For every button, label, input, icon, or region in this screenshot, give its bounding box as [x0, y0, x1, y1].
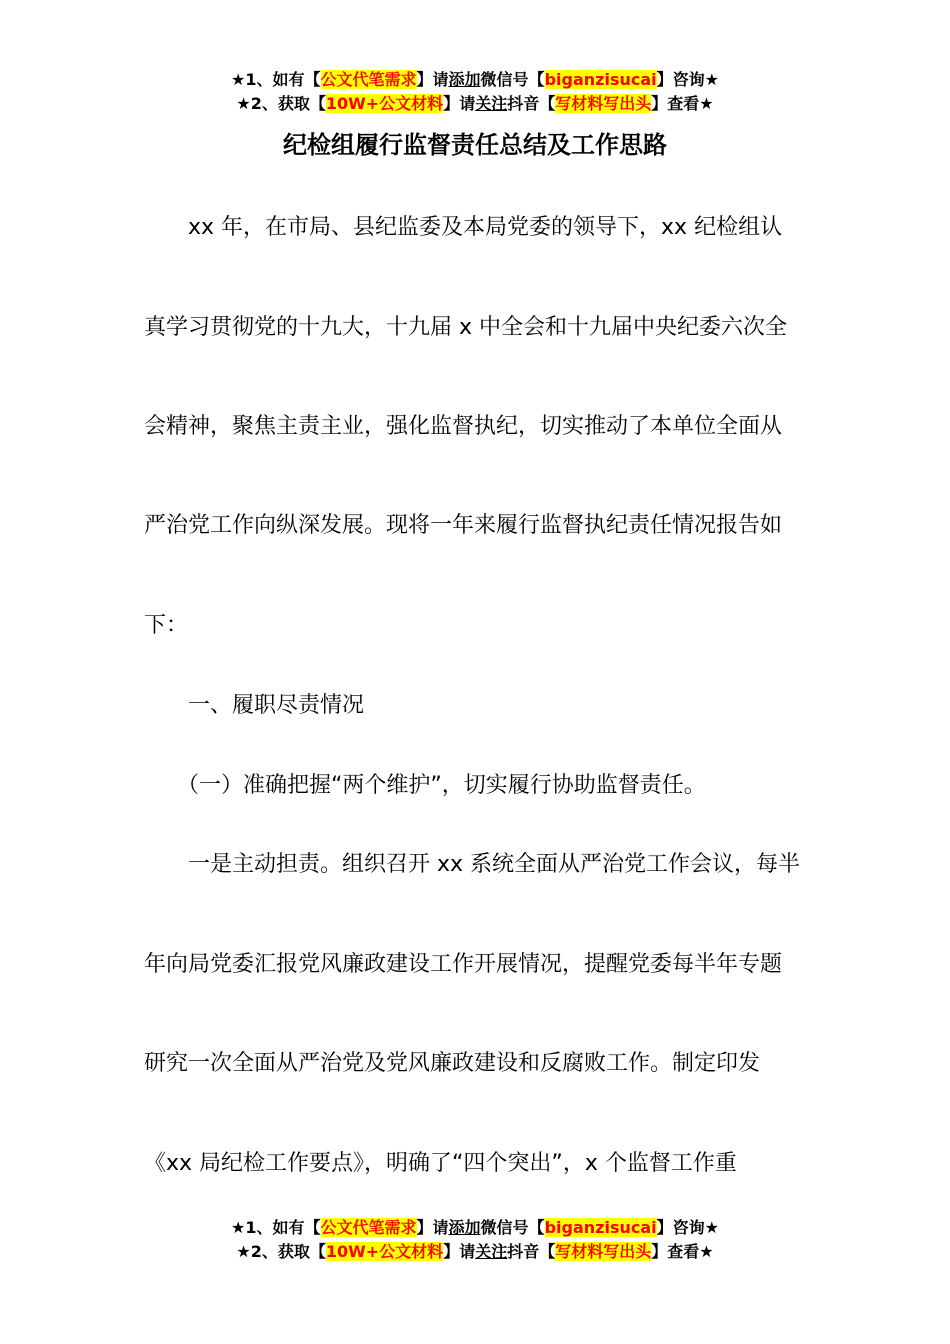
body-line: 严治党工作向纵深发展。现将一年来履行监督执纪责任情况报告如 [144, 513, 783, 538]
header-banner [0, 68, 950, 116]
banner-highlight: 写材料写出头 [555, 94, 652, 113]
banner-text: 抖音【 [507, 94, 556, 113]
footer-banner [0, 1216, 950, 1264]
banner-highlight: 公文代笔需求 [320, 1218, 417, 1237]
document-title: 纪检组履行监督责任总结及工作思路 [283, 131, 667, 159]
body-line: 会精神，聚焦主责主业，强化监督执纪，切实推动了本单位全面从 [144, 414, 783, 439]
banner-text: ★2、获取【 [236, 94, 326, 113]
banner-underlined-text: 添加 [448, 1218, 481, 1237]
body-line: 一是主动担责。组织召开 xx 系统全面从严治党工作会议，每半 [144, 852, 801, 877]
banner-highlight: 写材料写出头 [555, 1242, 652, 1261]
banner-underlined-text: 关注 [475, 94, 508, 113]
body-line: xx 年，在市局、县纪监委及本局党委的领导下，xx 纪检组认 [144, 215, 783, 240]
banner-highlight: biganzisucai [544, 1218, 657, 1237]
banner-text: ★1、如有【 [231, 70, 321, 89]
banner-text: 】请 [443, 1242, 476, 1261]
banner-highlight: 10W+公文材料 [325, 1242, 444, 1261]
banner-text: 抖音【 [507, 1242, 556, 1261]
banner-text: 微信号【 [480, 1218, 545, 1237]
banner-highlight: biganzisucai [544, 70, 657, 89]
subsection-heading: （一）准确把握“两个维护”，切实履行协助监督责任。 [144, 773, 706, 798]
banner-text: ★1、如有【 [231, 1218, 321, 1237]
banner-text: 】查看★ [651, 94, 714, 113]
banner-text: 】咨询★ [656, 1218, 719, 1237]
section-heading: 一、履职尽责情况 [144, 693, 365, 718]
banner-text: 】请 [416, 70, 449, 89]
banner-highlight: 10W+公文材料 [325, 94, 444, 113]
banner-text: ★2、获取【 [236, 1242, 326, 1261]
banner-text: 】请 [443, 94, 476, 113]
banner-highlight: 公文代笔需求 [320, 70, 417, 89]
body-line: 《xx 局纪检工作要点》，明确了“四个突出”，x 个监督工作重 [144, 1151, 737, 1176]
banner-text: 微信号【 [480, 70, 545, 89]
banner-text: 】请 [416, 1218, 449, 1237]
banner-line-1 [0, 68, 950, 92]
body-line: 真学习贯彻党的十九大，十九届 x 中全会和十九届中央纪委六次全 [144, 315, 788, 340]
banner-underlined-text: 关注 [475, 1242, 508, 1261]
body-line: 下： [144, 613, 189, 638]
banner-text: 】查看★ [651, 1242, 714, 1261]
body-line: 研究一次全面从严治党及党风廉政建设和反腐败工作。制定印发 [144, 1051, 761, 1076]
banner-underlined-text: 添加 [448, 70, 481, 89]
banner-line-1 [0, 1216, 950, 1240]
banner-line-2 [0, 1240, 950, 1264]
body-line: 年向局党委汇报党风廉政建设工作开展情况，提醒党委每半年专题 [144, 952, 783, 977]
banner-line-2 [0, 92, 950, 116]
banner-text: 】咨询★ [656, 70, 719, 89]
